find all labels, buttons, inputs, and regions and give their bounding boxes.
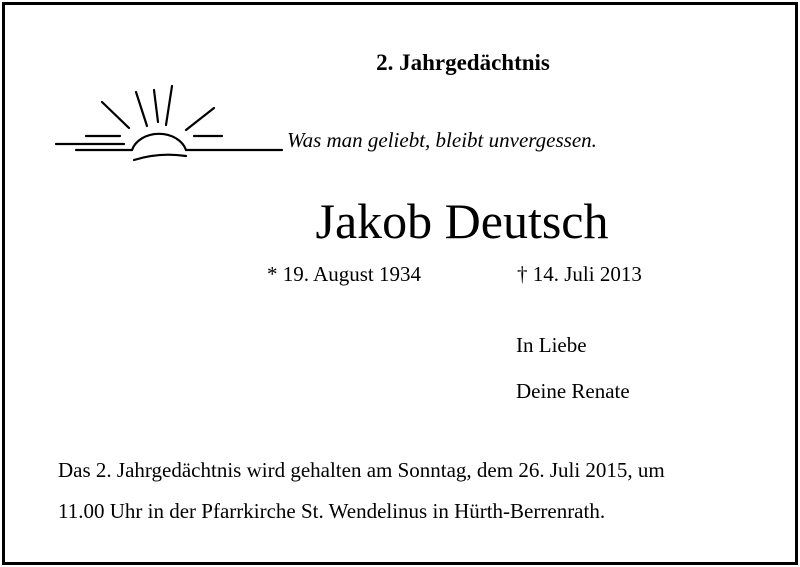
service-notice-line-1: Das 2. Jahrgedächtnis wird gehalten am Sonntag, dem 26. Juli 2015, um — [58, 458, 665, 482]
closing-line-1: In Liebe — [516, 333, 587, 357]
anniversary-heading: 2. Jahrgedächtnis — [376, 50, 550, 75]
death-date: † 14. Juli 2013 — [517, 262, 642, 286]
birth-date: * 19. August 1934 — [267, 262, 422, 286]
closing-signature: Deine Renate — [516, 379, 630, 403]
service-notice — [58, 450, 778, 532]
rising-sun-icon — [54, 80, 284, 170]
deceased-name: Jakob Deutsch — [315, 193, 609, 249]
motto-text: Was man geliebt, bleibt unvergessen. — [287, 128, 597, 152]
service-notice-line-2: 11.00 Uhr in der Pfarrkirche St. Wendelinus in Hürth-Berrenrath. — [58, 499, 606, 523]
